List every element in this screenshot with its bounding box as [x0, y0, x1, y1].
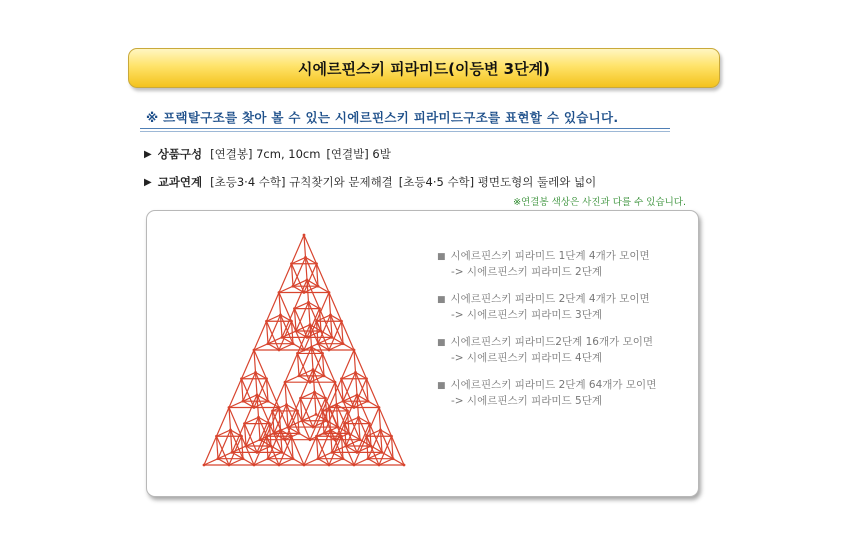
pyramid-connector: [307, 301, 310, 304]
pyramid-connector: [279, 429, 282, 432]
pyramid-connector: [270, 445, 273, 448]
description-line: 시에르핀스키 피라미드2단계 16개가 모이면: [450, 336, 654, 348]
pyramid-connector: [242, 457, 245, 460]
pyramid-connector: [312, 426, 315, 429]
pyramid-connector: [298, 432, 301, 435]
pyramid-connector: [328, 464, 331, 467]
pyramid-connector: [340, 435, 343, 438]
product-label: 상품구성: [157, 147, 203, 161]
pyramid-connector: [281, 451, 284, 454]
pyramid-connector: [217, 457, 220, 460]
pyramid-rod: [342, 321, 355, 350]
pyramid-connector: [324, 397, 327, 400]
intro-underline: [140, 128, 670, 129]
pyramid-connector: [321, 410, 324, 413]
pyramid-connector: [243, 422, 246, 425]
pyramid-connector: [328, 291, 331, 294]
pyramid-connector: [265, 320, 268, 323]
pyramid-connector: [256, 393, 259, 396]
pyramid-connector: [228, 406, 231, 409]
pyramid-connector: [317, 457, 320, 460]
pyramid-connector: [240, 435, 243, 438]
pyramid-connector: [317, 285, 320, 288]
pyramid-connector: [353, 406, 356, 409]
square-bullet-icon: ■: [437, 338, 446, 348]
pyramid-connector: [315, 320, 318, 323]
pyramid-connector: [292, 342, 295, 345]
pyramid-connector: [334, 381, 337, 384]
pyramid-connector: [381, 451, 384, 454]
description-result: -> 시에르핀스키 피라미드 3단계: [451, 309, 602, 321]
curriculum-link-1: [초등3·4 수학] 규칙찾기와 문제해결: [210, 175, 393, 189]
description-line: 시에르핀스키 피라미드 2단계 4개가 모이면: [450, 293, 650, 305]
description-line: 시에르핀스키 피라미드 1단계 4개가 모이면: [450, 250, 650, 262]
pyramid-connector: [378, 464, 381, 467]
pyramid-connector: [392, 457, 395, 460]
pyramid-connector: [343, 422, 346, 425]
pyramid-connector: [240, 377, 243, 380]
pyramid-connector: [284, 381, 287, 384]
square-bullet-icon: ■: [437, 381, 446, 391]
pyramid-connector: [259, 438, 262, 441]
pyramid-connector: [365, 435, 368, 438]
pyramid-connector: [245, 445, 248, 448]
pyramid-rod: [298, 353, 311, 382]
intro-underline-secondary: [140, 131, 670, 132]
pyramid-connector: [215, 435, 218, 438]
pyramid-rod: [267, 379, 280, 408]
title-banner: [128, 48, 720, 88]
pyramid-connector: [329, 314, 332, 317]
pyramid-connector: [267, 400, 270, 403]
pyramid-rod: [392, 436, 405, 465]
pyramid-connector: [296, 352, 299, 355]
description-result: -> 시에르핀스키 피라미드 5단계: [451, 395, 602, 407]
pyramid-connector: [354, 371, 357, 374]
pyramid-rod: [367, 379, 380, 408]
pyramid-connector: [253, 464, 256, 467]
pyramid-connector: [353, 349, 356, 352]
pyramid-connector: [335, 403, 338, 406]
pyramid-connector: [309, 381, 312, 384]
pyramid-connector: [290, 320, 293, 323]
pyramid-connector: [242, 400, 245, 403]
pyramid-connector: [295, 330, 298, 333]
pyramid-connector: [379, 429, 382, 432]
product-connectors: [연결발] 6발: [326, 147, 391, 161]
pyramid-connector: [353, 464, 356, 467]
description-list: [437, 249, 656, 421]
pyramid-connector: [268, 422, 271, 425]
pyramid-connector: [317, 342, 320, 345]
pyramid-connector: [331, 336, 334, 339]
pyramid-rod: [323, 353, 336, 382]
arrow-right-icon: ▶: [144, 148, 152, 160]
curriculum-label: 교과연계: [157, 175, 203, 189]
pyramid-rod: [242, 379, 255, 408]
pyramid-connector: [345, 445, 348, 448]
pyramid-connector: [290, 435, 293, 438]
pyramid-rod: [292, 436, 305, 465]
pyramid-connector: [267, 342, 270, 345]
page-title: 시에르핀스키 피라미드(이등변 3단계): [298, 59, 550, 78]
pyramid-connector: [378, 406, 381, 409]
pyramid-connector: [203, 464, 206, 467]
pyramid-connector: [365, 377, 368, 380]
color-note: ※연결봉 색상은 사진과 다를 수 있습니다.: [513, 197, 686, 208]
pyramid-connector: [292, 457, 295, 460]
pyramid-connector: [298, 374, 301, 377]
pyramid-connector: [290, 262, 293, 265]
pyramid-connector: [328, 406, 331, 409]
sierpinski-pyramid-image: [199, 231, 409, 471]
product-row: [144, 146, 397, 162]
pyramid-connector: [267, 457, 270, 460]
pyramid-connector: [337, 426, 340, 429]
pyramid-connector: [301, 419, 304, 422]
pyramid-connector: [281, 336, 284, 339]
pyramid-connector: [285, 403, 288, 406]
pyramid-connector: [331, 451, 334, 454]
pyramid-connector: [356, 393, 359, 396]
pyramid-connector: [303, 234, 306, 237]
pyramid-connector: [303, 349, 306, 352]
pyramid-connector: [304, 256, 307, 259]
pyramid-connector: [342, 400, 345, 403]
pyramid-connector: [310, 346, 313, 349]
description-line: 시에르핀스키 피라미드 2단계 64개가 모이면: [450, 379, 657, 391]
pyramid-connector: [340, 320, 343, 323]
pyramid-connector: [313, 391, 316, 394]
pyramid-connector: [228, 464, 231, 467]
pyramid-rod: [292, 264, 305, 293]
pyramid-connector: [315, 435, 318, 438]
pyramid-connector: [326, 419, 329, 422]
square-bullet-icon: ■: [437, 295, 446, 305]
pyramid-rod: [342, 379, 355, 408]
pyramid-connector: [312, 368, 315, 371]
pyramid-connector: [315, 262, 318, 265]
pyramid-connector: [356, 451, 359, 454]
pyramid-connector: [265, 435, 268, 438]
pyramid-connector: [256, 451, 259, 454]
description-result: -> 시에르핀스키 피라미드 4단계: [451, 352, 602, 364]
pyramid-connector: [306, 336, 309, 339]
pyramid-connector: [329, 429, 332, 432]
pyramid-connector: [265, 377, 268, 380]
pyramid-connector: [278, 349, 281, 352]
pyramid-connector: [254, 371, 257, 374]
pyramid-connector: [284, 438, 287, 441]
pyramid-rod: [217, 436, 230, 465]
pyramid-connector: [367, 400, 370, 403]
pyramid-connector: [229, 429, 232, 432]
pyramid-connector: [403, 464, 406, 467]
pyramid-connector: [368, 422, 371, 425]
pyramid-rod: [317, 264, 330, 293]
pyramid-connector: [278, 464, 281, 467]
pyramid-connector: [271, 410, 274, 413]
pyramid-connector: [278, 291, 281, 294]
product-panel: [146, 210, 699, 497]
arrow-right-icon: ▶: [144, 176, 152, 188]
list-item: [437, 378, 656, 409]
pyramid-connector: [253, 406, 256, 409]
list-item: [437, 292, 656, 323]
pyramid-connector: [287, 426, 290, 429]
pyramid-connector: [253, 349, 256, 352]
pyramid-connector: [303, 291, 306, 294]
pyramid-rod: [267, 321, 280, 350]
pyramid-connector: [340, 377, 343, 380]
pyramid-connector: [323, 432, 326, 435]
pyramid-connector: [231, 451, 234, 454]
intro-text: ※ 프랙탈구조를 찾아 볼 수 있는 시에르핀스키 피라미드구조를 표현할 수 있습니다.: [146, 110, 619, 125]
pyramid-connector: [296, 410, 299, 413]
square-bullet-icon: ■: [437, 252, 446, 262]
list-item: [437, 249, 656, 280]
pyramid-connector: [306, 278, 309, 281]
pyramid-connector: [278, 406, 281, 409]
pyramid-connector: [257, 416, 260, 419]
pyramid-connector: [342, 342, 345, 345]
pyramid-connector: [318, 307, 321, 310]
pyramid-connector: [315, 413, 318, 416]
pyramid-connector: [390, 435, 393, 438]
pyramid-connector: [334, 438, 337, 441]
pyramid-connector: [370, 445, 373, 448]
product-rods: [연결봉] 7cm, 10cm: [210, 147, 321, 161]
pyramid-connector: [273, 432, 276, 435]
pyramid-connector: [293, 307, 296, 310]
pyramid-connector: [320, 330, 323, 333]
pyramid-connector: [321, 352, 324, 355]
pyramid-connector: [342, 457, 345, 460]
pyramid-connector: [323, 374, 326, 377]
curriculum-row: [144, 174, 602, 190]
pyramid-connector: [346, 410, 349, 413]
pyramid-connector: [309, 323, 312, 326]
pyramid-connector: [303, 464, 306, 467]
pyramid-rod: [317, 436, 330, 465]
pyramid-connector: [367, 457, 370, 460]
pyramid-connector: [309, 438, 312, 441]
pyramid-connector: [357, 416, 360, 419]
pyramid-connector: [348, 432, 351, 435]
pyramid-connector: [279, 314, 282, 317]
description-result: -> 시에르핀스키 피라미드 2단계: [451, 266, 602, 278]
pyramid-connector: [328, 349, 331, 352]
pyramid-connector: [299, 397, 302, 400]
curriculum-link-2: [초등4·5 수학] 평면도형의 둘레와 넓이: [398, 175, 597, 189]
pyramid-connector: [292, 285, 295, 288]
list-item: [437, 335, 656, 366]
pyramid-connector: [359, 438, 362, 441]
